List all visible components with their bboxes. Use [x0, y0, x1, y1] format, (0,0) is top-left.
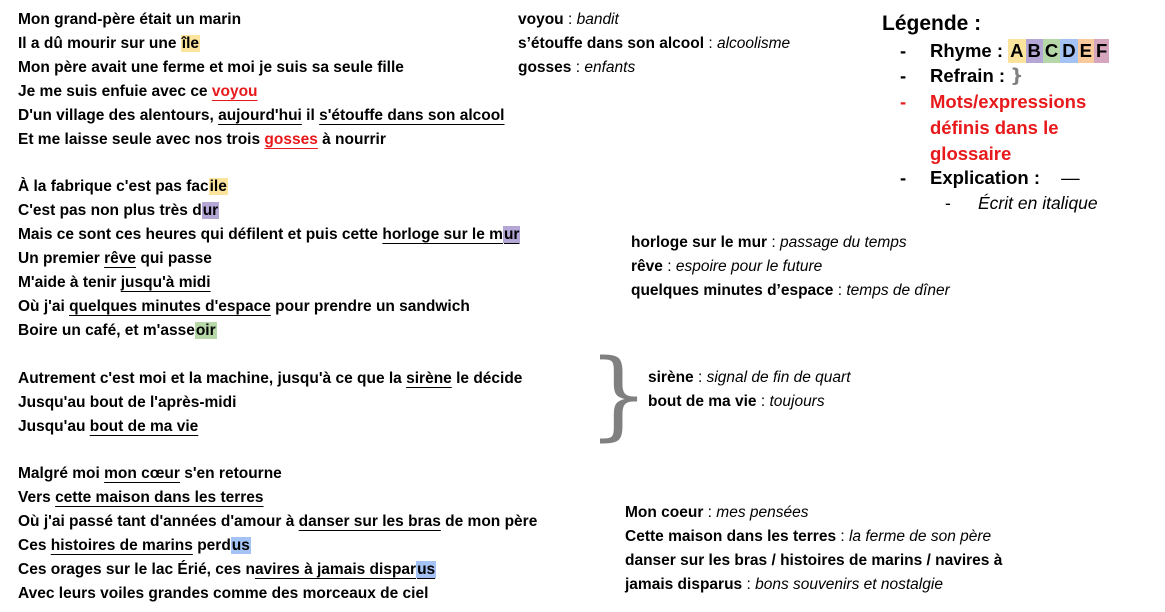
glossary-sep: : [703, 504, 717, 521]
poem-line [18, 201, 219, 221]
glossary-underline: horloge sur le m [382, 226, 503, 243]
glossary-entry [518, 10, 619, 30]
glossary-term: danser sur les bras / histoires de marins / navires à [625, 552, 1003, 569]
glossary-entry [625, 575, 943, 595]
rhyme-swatches [1008, 40, 1109, 61]
glossary-underline: avires à jamais dispar [254, 561, 417, 578]
rhyme-swatch: C [1044, 40, 1059, 61]
glossary-def: toujours [769, 393, 825, 410]
poem-text: Et me laisse seule avec nos trois [18, 131, 265, 148]
legend-mots-line1: Mots/expressions [930, 91, 1087, 112]
poem-line [18, 512, 537, 532]
poem-line [18, 417, 198, 437]
legend-explication [900, 166, 1080, 190]
poem-text: perd [192, 537, 231, 554]
poem-text: Il a dû mourir sur une [18, 35, 181, 52]
glossary-def: mes pensées [716, 504, 809, 521]
glossary-term: jamais disparus [625, 576, 743, 593]
rhyme-highlight: us [231, 537, 250, 554]
poem-text: Où j'ai passé tant d'années d'amour à [18, 513, 299, 530]
legend-refrain [900, 64, 1023, 89]
poem-text: de mon père [440, 513, 538, 530]
poem-line [18, 297, 470, 317]
poem-line [18, 58, 404, 78]
poem-line [18, 464, 282, 484]
glossary-term: quelques minutes d’espace [631, 282, 834, 299]
rhyme-highlight: ile [209, 178, 227, 195]
legend-mots-line3: glossaire [930, 143, 1012, 164]
glossary-sep: : [693, 369, 707, 386]
glossary-sep: : [571, 59, 585, 76]
rhyme-highlight: île [181, 35, 200, 52]
glossary-term: voyou [518, 11, 564, 28]
glossary-underline: bout de ma vie [89, 418, 199, 435]
legend-mots [900, 90, 1086, 114]
glossary-term: Mon coeur [625, 504, 704, 521]
poem-text: il [301, 107, 320, 124]
glossary-underline: rêve [104, 250, 137, 267]
legend-explication-label: Explication : [930, 167, 1040, 188]
legend-ecrit [945, 191, 1098, 215]
rhyme-swatch: E [1079, 40, 1092, 61]
poem-line [18, 82, 258, 102]
glossary-term: rêve [631, 258, 663, 275]
poem-text: Où j'ai [18, 298, 70, 315]
glossary-underline: sirène [406, 370, 452, 387]
glossary-sep: : [742, 576, 756, 593]
bullet-dash: - [900, 65, 907, 86]
poem-text: Mon grand-père était un marin [18, 11, 242, 28]
glossary-term: s’étouffe dans son alcool [518, 35, 705, 52]
glossary-sep: : [704, 35, 717, 52]
poem-line [18, 106, 505, 126]
poem-text: le décide [451, 370, 523, 387]
poem-text: pour prendre un sandwich [270, 298, 470, 315]
glossary-entry [625, 551, 1002, 571]
poem-line [18, 130, 386, 150]
bullet-dash: - [900, 167, 907, 188]
poem-text: Avec leurs voiles grandes comme des morceaux de ciel [18, 585, 429, 602]
glossary-def: signal de fin de quart [706, 369, 851, 386]
glossary-def: passage du temps [780, 234, 907, 251]
poem-text: M'aide à tenir [18, 274, 121, 291]
refrain-brace-icon: } [1010, 66, 1024, 87]
glossary-term: bout de ma vie [648, 393, 757, 410]
glossary-entry [648, 392, 825, 412]
poem-text: Vers [18, 489, 56, 506]
poem-line [18, 369, 522, 389]
poem-line [18, 10, 241, 30]
poem-text: à nourrir [317, 131, 386, 148]
glossary-entry [625, 527, 991, 547]
poem-text: C'est pas non plus très d [18, 202, 202, 219]
glossary-entry [518, 34, 790, 54]
glossary-entry [518, 58, 635, 78]
glossary-def: bons souvenirs et nostalgie [755, 576, 943, 593]
glossary-sep: : [563, 11, 577, 28]
glossary-entry [648, 368, 851, 388]
legend-refrain-label: Refrain : [930, 65, 1011, 86]
glossary-underline: histoires de marins [50, 537, 193, 554]
rhyme-swatch: D [1062, 40, 1076, 61]
glossary-sep: : [836, 528, 849, 545]
glossary-underline: cette maison dans les terres [55, 489, 264, 506]
poem-text: Boire un café, et m'asse [18, 322, 195, 339]
refrain-brace: } [588, 339, 650, 451]
poem-text: Mais ce sont ces heures qui défilent et puis cette [18, 226, 383, 243]
poem-text: Autrement c'est moi et la machine, jusqu'à ce que la [18, 370, 407, 387]
poem-text: À la fabrique c'est pas fac [18, 178, 209, 195]
legend-mots-cont [930, 116, 1059, 140]
legend-ecrit-text: Écrit en italique [978, 193, 1098, 213]
glossary-sep: : [662, 258, 676, 275]
glossary-underline: s'étouffe dans son alcool [319, 107, 505, 124]
glossary-term: Cette maison dans les terres [625, 528, 837, 545]
poem-text: Mon père avait une ferme et moi je suis sa seule fille [18, 59, 404, 76]
glossary-underline: quelques minutes d'espace [69, 298, 271, 315]
glossary-def: espoire pour le future [675, 258, 823, 275]
legend-mots-cont [930, 142, 1011, 166]
poem-line [18, 536, 251, 556]
glossary-def: bandit [576, 11, 619, 28]
glossary-term: gosses [518, 59, 572, 76]
bullet-dash: - [900, 91, 907, 112]
glossary-term: horloge sur le mur [631, 234, 768, 251]
poem-line [18, 177, 228, 197]
poem-text: qui passe [136, 250, 212, 267]
glossary-def: alcoolisme [716, 35, 791, 52]
rhyme-highlight: us [417, 561, 436, 578]
glossary-entry [631, 233, 907, 253]
poem-line [18, 225, 520, 245]
rhyme-swatch: A [1010, 40, 1024, 61]
glossary-sep: : [767, 234, 781, 251]
poem-text: Ces orages sur le lac Érié, ces n [18, 561, 255, 578]
poem-text: s'en retourne [179, 465, 282, 482]
glossary-keyword: voyou [211, 83, 258, 100]
glossary-underline: mon cœur [104, 465, 180, 482]
poem-line [18, 393, 236, 413]
poem-text: Malgré moi [18, 465, 105, 482]
rhyme-swatch: B [1027, 40, 1041, 61]
legend-rhyme-label: Rhyme : [930, 40, 1009, 61]
poem-text: Jusqu'au [18, 418, 90, 435]
poem-text: Je me suis enfuie avec ce [18, 83, 212, 100]
legend-rhyme [900, 39, 1109, 63]
poem-text: Jusqu'au bout de l'après-midi [18, 394, 237, 411]
glossary-sep: : [756, 393, 770, 410]
legend-title: Légende : [882, 12, 982, 35]
poem-line [18, 560, 436, 580]
glossary-def: enfants [584, 59, 636, 76]
glossary-underline: danser sur les bras [298, 513, 441, 530]
glossary-keyword: gosses [264, 131, 318, 148]
poem-line [18, 584, 428, 604]
poem-line [18, 249, 212, 269]
poem-text: Un premier [18, 250, 105, 267]
poem-line [18, 321, 217, 341]
glossary-entry [625, 503, 809, 523]
glossary-term: sirène [648, 369, 694, 386]
poem-line [18, 273, 211, 293]
bullet-dash: - [945, 193, 951, 213]
glossary-underline: jusqu'à midi [120, 274, 211, 291]
legend-mots-line2: définis dans le [930, 117, 1059, 138]
rhyme-highlight: ur [202, 202, 219, 219]
glossary-def: temps de dîner [846, 282, 950, 299]
rhyme-highlight: ur [503, 226, 520, 243]
underline-symbol-icon: — [1061, 167, 1080, 188]
bullet-dash: - [900, 40, 907, 61]
poem-text: Ces [18, 537, 51, 554]
glossary-entry [631, 281, 950, 301]
glossary-underline: aujourd'hui [218, 107, 302, 124]
poem-line [18, 34, 200, 54]
glossary-entry [631, 257, 822, 277]
rhyme-swatch: F [1095, 40, 1108, 61]
poem-text: D'un village des alentours, [18, 107, 219, 124]
poem-line [18, 488, 264, 508]
rhyme-highlight: oir [195, 322, 216, 339]
glossary-def: la ferme de son père [848, 528, 992, 545]
glossary-sep: : [833, 282, 847, 299]
